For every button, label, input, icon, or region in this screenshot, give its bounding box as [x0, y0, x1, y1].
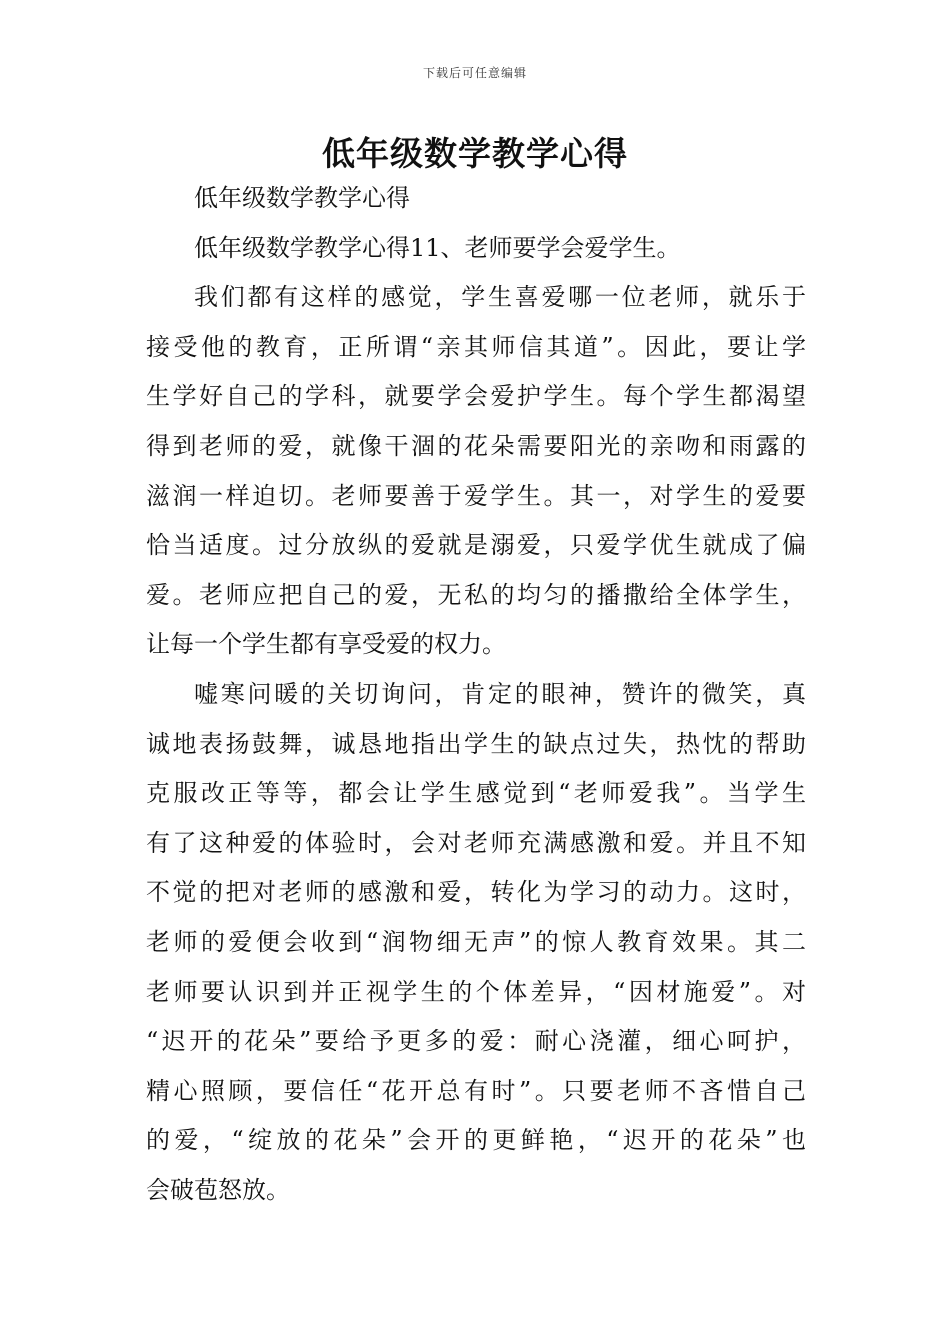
paragraph-2-line: 会破苞怒放。: [146, 1175, 290, 1204]
paragraph-1-line: 恰当适度。过分放纵的爱就是溺爱，只爱学优生就成了偏: [146, 531, 806, 560]
paragraph-1-line: 滋润一样迫切。老师要善于爱学生。其一，对学生的爱要: [146, 481, 806, 510]
paragraph-2-line: 精心照顾，要信任“花开总有时”。只要老师不吝惜自己: [146, 1076, 806, 1105]
subtitle-line: 低年级数学教学心得: [194, 184, 410, 212]
paragraph-1-line: 生学好自己的学科，就要学会爱护学生。每个学生都渴望: [146, 382, 806, 411]
paragraph-1-line: 让每一个学生都有享受爱的权力。: [146, 630, 506, 659]
document-body: [146, 174, 806, 1215]
document-title: 低年级数学教学心得: [322, 134, 628, 173]
paragraph-2-line: 克服改正等等，都会让学生感觉到“老师爱我”。当学生: [146, 779, 806, 808]
paragraph-2-line: 老师的爱便会收到“润物细无声”的惊人教育效果。其二: [146, 927, 806, 956]
paragraph-2-line: 的爱，“绽放的花朵”会开的更鲜艳，“迟开的花朵”也: [146, 1126, 806, 1155]
paragraph-2-line: 诚地表扬鼓舞，诚恳地指出学生的缺点过失，热忱的帮助: [146, 729, 806, 758]
paragraph-2-line: “迟开的花朵”要给予更多的爱：耐心浇灌，细心呵护，: [146, 1027, 806, 1056]
paragraph-2-line: 嘘寒问暖的关切询问，肯定的眼神，赞许的微笑，真: [194, 679, 806, 708]
paragraph-1-line: 接受他的教育，正所谓“亲其师信其道”。因此，要让学: [146, 332, 806, 361]
paragraph-1-line: 得到老师的爱，就像干涸的花朵需要阳光的亲吻和雨露的: [146, 431, 806, 460]
paragraph-1-line: 我们都有这样的感觉，学生喜爱哪一位老师，就乐于: [194, 283, 806, 312]
section-heading: 低年级数学教学心得11、老师要学会爱学生。: [194, 233, 681, 262]
paragraph-2-line: 老师要认识到并正视学生的个体差异，“因材施爱”。对: [146, 977, 806, 1006]
paragraph-2-line: 不觉的把对老师的感激和爱，转化为学习的动力。这时，: [146, 878, 806, 907]
page-header: 下载后可任意编辑: [422, 66, 527, 80]
paragraph-1-line: 爱。老师应把自己的爱，无私的均匀的播撒给全体学生，: [146, 580, 806, 609]
paragraph-2-line: 有了这种爱的体验时，会对老师充满感激和爱。并且不知: [146, 828, 806, 857]
